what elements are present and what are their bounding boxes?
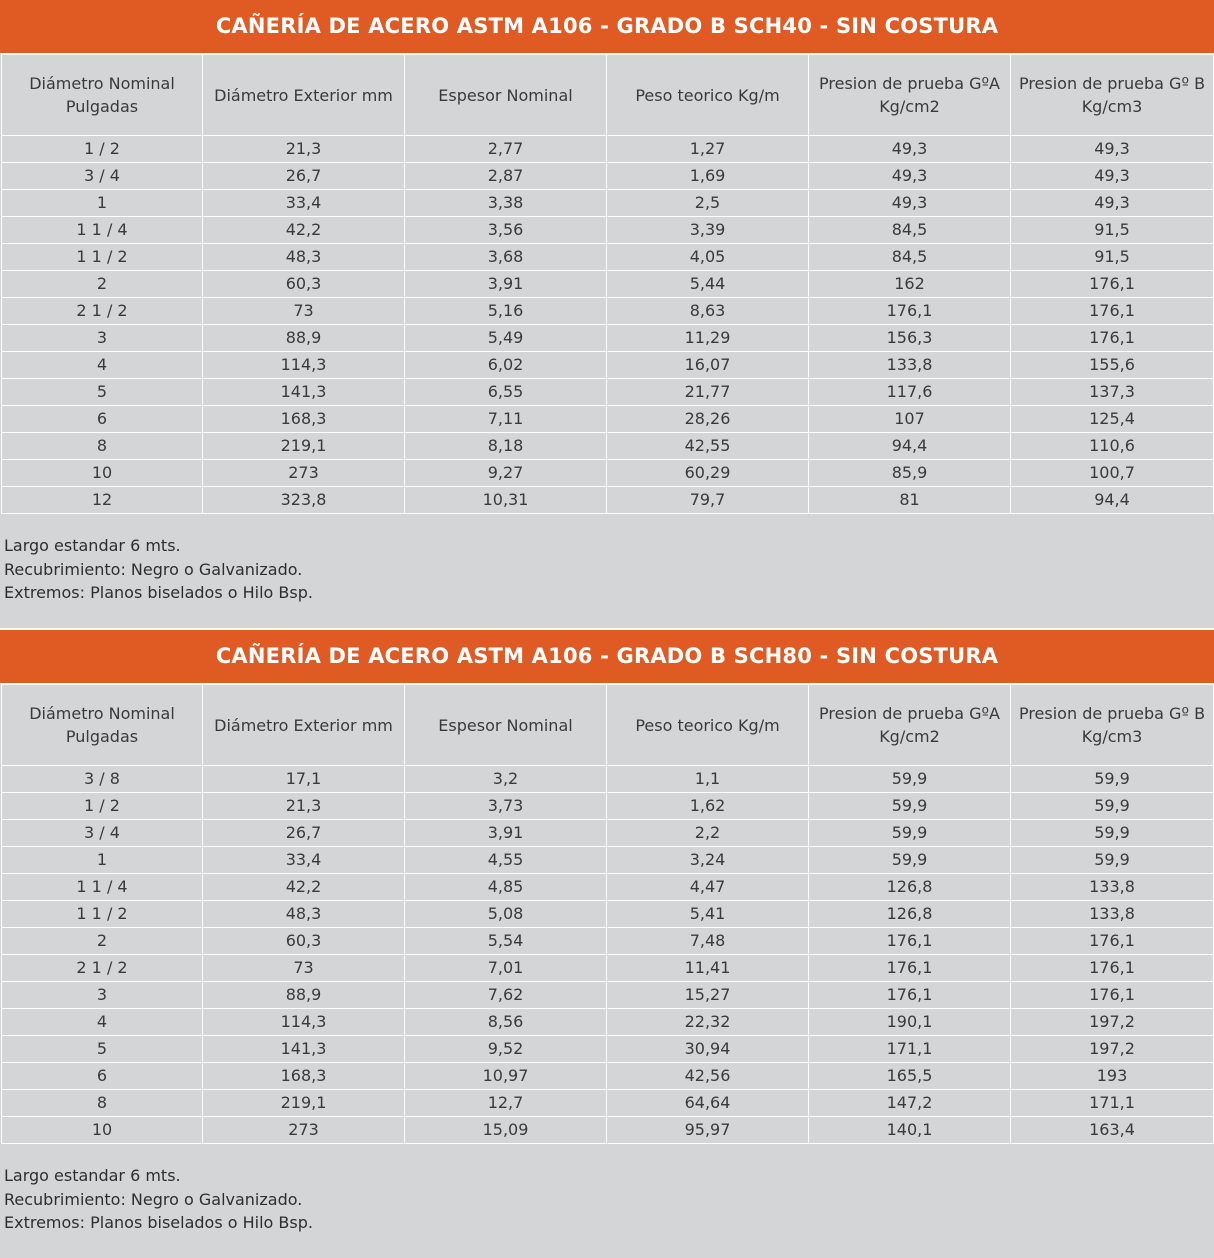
- pressure-a-cell: 59,9: [809, 793, 1011, 820]
- nominal-diameter-cell: 4: [2, 1009, 203, 1036]
- outer-diameter-cell: 114,3: [203, 352, 405, 379]
- note-length: Largo estandar 6 mts.: [4, 536, 181, 555]
- outer-diameter-cell: 42,2: [203, 217, 405, 244]
- thickness-cell: 3,73: [405, 793, 607, 820]
- weight-cell: 5,41: [607, 901, 809, 928]
- note-coating: Recubrimiento: Negro o Galvanizado.: [4, 1189, 303, 1209]
- outer-diameter-cell: 88,9: [203, 325, 405, 352]
- outer-diameter-cell: 114,3: [203, 1009, 405, 1036]
- note-ends: Extremos: Planos biselados o Hilo Bsp.: [4, 1213, 313, 1232]
- table-row: [2, 379, 1214, 406]
- pressure-b-cell: 176,1: [1011, 325, 1214, 352]
- header-outer-diameter: Diámetro Exterior mm: [203, 55, 405, 136]
- nominal-diameter-cell: 3 / 8: [2, 766, 203, 793]
- sch40-table-body: [2, 136, 1214, 514]
- pressure-b-cell: 59,9: [1011, 793, 1214, 820]
- pressure-a-cell: 107: [809, 406, 1011, 433]
- pressure-b-cell: 125,4: [1011, 406, 1214, 433]
- thickness-cell: 5,16: [405, 298, 607, 325]
- nominal-diameter-cell: 12: [2, 487, 203, 514]
- table-row: [2, 460, 1214, 487]
- header-nominal-thickness: Espesor Nominal: [405, 55, 607, 136]
- sch80-table: [1, 684, 1214, 1144]
- pressure-a-cell: 49,3: [809, 163, 1011, 190]
- weight-cell: 1,27: [607, 136, 809, 163]
- pressure-a-cell: 59,9: [809, 766, 1011, 793]
- table-row: [2, 487, 1214, 514]
- pressure-b-cell: 193: [1011, 1063, 1214, 1090]
- thickness-cell: 5,49: [405, 325, 607, 352]
- table-row: [2, 1117, 1214, 1144]
- table-row: [2, 217, 1214, 244]
- table-row: [2, 406, 1214, 433]
- nominal-diameter-cell: 2 1 / 2: [2, 955, 203, 982]
- pressure-b-cell: 176,1: [1011, 928, 1214, 955]
- weight-cell: 42,56: [607, 1063, 809, 1090]
- weight-cell: 2,5: [607, 190, 809, 217]
- weight-cell: 2,2: [607, 820, 809, 847]
- weight-cell: 21,77: [607, 379, 809, 406]
- pressure-a-cell: 59,9: [809, 847, 1011, 874]
- pressure-b-cell: 133,8: [1011, 874, 1214, 901]
- pressure-b-cell: 133,8: [1011, 901, 1214, 928]
- nominal-diameter-cell: 3 / 4: [2, 163, 203, 190]
- table-row: [2, 190, 1214, 217]
- outer-diameter-cell: 33,4: [203, 847, 405, 874]
- thickness-cell: 2,77: [405, 136, 607, 163]
- weight-cell: 3,24: [607, 847, 809, 874]
- pressure-b-cell: 59,9: [1011, 820, 1214, 847]
- weight-cell: 30,94: [607, 1036, 809, 1063]
- nominal-diameter-cell: 1: [2, 190, 203, 217]
- outer-diameter-cell: 42,2: [203, 874, 405, 901]
- outer-diameter-cell: 273: [203, 1117, 405, 1144]
- sch40-notes: [0, 514, 1214, 605]
- thickness-cell: 8,18: [405, 433, 607, 460]
- table-row: [2, 766, 1214, 793]
- thickness-cell: 2,87: [405, 163, 607, 190]
- weight-cell: 1,62: [607, 793, 809, 820]
- note-ends: Extremos: Planos biselados o Hilo Bsp.: [4, 583, 313, 602]
- pressure-a-cell: 49,3: [809, 190, 1011, 217]
- pressure-a-cell: 176,1: [809, 928, 1011, 955]
- weight-cell: 11,41: [607, 955, 809, 982]
- nominal-diameter-cell: 5: [2, 379, 203, 406]
- thickness-cell: 7,01: [405, 955, 607, 982]
- nominal-diameter-cell: 10: [2, 1117, 203, 1144]
- table-row: [2, 1090, 1214, 1117]
- table-row: [2, 847, 1214, 874]
- outer-diameter-cell: 219,1: [203, 433, 405, 460]
- header-test-pressure-b: Presion de prueba Gº B Kg/cm3: [1011, 55, 1214, 136]
- outer-diameter-cell: 48,3: [203, 244, 405, 271]
- weight-cell: 1,1: [607, 766, 809, 793]
- table-row: [2, 136, 1214, 163]
- thickness-cell: 4,85: [405, 874, 607, 901]
- nominal-diameter-cell: 3 / 4: [2, 820, 203, 847]
- pressure-a-cell: 84,5: [809, 217, 1011, 244]
- pressure-a-cell: 190,1: [809, 1009, 1011, 1036]
- sch40-table: [1, 54, 1214, 514]
- outer-diameter-cell: 60,3: [203, 271, 405, 298]
- weight-cell: 42,55: [607, 433, 809, 460]
- header-nominal-thickness: Espesor Nominal: [405, 685, 607, 766]
- weight-cell: 95,97: [607, 1117, 809, 1144]
- nominal-diameter-cell: 6: [2, 1063, 203, 1090]
- nominal-diameter-cell: 1 / 2: [2, 793, 203, 820]
- thickness-cell: 5,08: [405, 901, 607, 928]
- thickness-cell: 10,97: [405, 1063, 607, 1090]
- pressure-a-cell: 140,1: [809, 1117, 1011, 1144]
- pressure-a-cell: 165,5: [809, 1063, 1011, 1090]
- pressure-a-cell: 126,8: [809, 901, 1011, 928]
- table-row: [2, 874, 1214, 901]
- sch80-section: [0, 630, 1214, 1258]
- nominal-diameter-cell: 6: [2, 406, 203, 433]
- header-test-pressure-a: Presion de prueba GºA Kg/cm2: [809, 685, 1011, 766]
- thickness-cell: 9,52: [405, 1036, 607, 1063]
- table-row: [2, 820, 1214, 847]
- sch80-title: CAÑERÍA DE ACERO ASTM A106 - GRADO B SCH80 - SIN COSTURA: [0, 630, 1214, 684]
- outer-diameter-cell: 21,3: [203, 793, 405, 820]
- thickness-cell: 3,91: [405, 820, 607, 847]
- pressure-b-cell: 59,9: [1011, 847, 1214, 874]
- outer-diameter-cell: 26,7: [203, 163, 405, 190]
- thickness-cell: 7,62: [405, 982, 607, 1009]
- pressure-a-cell: 84,5: [809, 244, 1011, 271]
- outer-diameter-cell: 73: [203, 955, 405, 982]
- pressure-a-cell: 126,8: [809, 874, 1011, 901]
- pressure-a-cell: 162: [809, 271, 1011, 298]
- table-row: [2, 433, 1214, 460]
- header-test-pressure-a: Presion de prueba GºA Kg/cm2: [809, 55, 1011, 136]
- thickness-cell: 10,31: [405, 487, 607, 514]
- table-row: [2, 955, 1214, 982]
- table-row: [2, 982, 1214, 1009]
- nominal-diameter-cell: 2 1 / 2: [2, 298, 203, 325]
- pressure-b-cell: 49,3: [1011, 190, 1214, 217]
- thickness-cell: 3,91: [405, 271, 607, 298]
- header-theoretical-weight: Peso teorico Kg/m: [607, 55, 809, 136]
- table-row: [2, 325, 1214, 352]
- pressure-b-cell: 91,5: [1011, 217, 1214, 244]
- sch80-notes: [0, 1144, 1214, 1235]
- header-test-pressure-b: Presion de prueba Gº B Kg/cm3: [1011, 685, 1214, 766]
- pressure-b-cell: 176,1: [1011, 298, 1214, 325]
- header-outer-diameter: Diámetro Exterior mm: [203, 685, 405, 766]
- nominal-diameter-cell: 1 1 / 4: [2, 874, 203, 901]
- weight-cell: 8,63: [607, 298, 809, 325]
- thickness-cell: 4,55: [405, 847, 607, 874]
- outer-diameter-cell: 141,3: [203, 379, 405, 406]
- outer-diameter-cell: 17,1: [203, 766, 405, 793]
- nominal-diameter-cell: 1 1 / 4: [2, 217, 203, 244]
- nominal-diameter-cell: 8: [2, 433, 203, 460]
- table-row: [2, 271, 1214, 298]
- pressure-b-cell: 155,6: [1011, 352, 1214, 379]
- pressure-b-cell: 176,1: [1011, 271, 1214, 298]
- weight-cell: 4,47: [607, 874, 809, 901]
- thickness-cell: 3,2: [405, 766, 607, 793]
- weight-cell: 5,44: [607, 271, 809, 298]
- thickness-cell: 3,56: [405, 217, 607, 244]
- pressure-a-cell: 176,1: [809, 955, 1011, 982]
- outer-diameter-cell: 88,9: [203, 982, 405, 1009]
- pressure-a-cell: 85,9: [809, 460, 1011, 487]
- weight-cell: 11,29: [607, 325, 809, 352]
- pressure-b-cell: 176,1: [1011, 982, 1214, 1009]
- weight-cell: 16,07: [607, 352, 809, 379]
- weight-cell: 3,39: [607, 217, 809, 244]
- outer-diameter-cell: 273: [203, 460, 405, 487]
- thickness-cell: 5,54: [405, 928, 607, 955]
- nominal-diameter-cell: 2: [2, 928, 203, 955]
- outer-diameter-cell: 21,3: [203, 136, 405, 163]
- pressure-b-cell: 59,9: [1011, 766, 1214, 793]
- pressure-b-cell: 137,3: [1011, 379, 1214, 406]
- table-header-row: [2, 55, 1214, 136]
- pressure-a-cell: 171,1: [809, 1036, 1011, 1063]
- thickness-cell: 15,09: [405, 1117, 607, 1144]
- table-row: [2, 1009, 1214, 1036]
- nominal-diameter-cell: 1 1 / 2: [2, 901, 203, 928]
- weight-cell: 28,26: [607, 406, 809, 433]
- sch40-title: CAÑERÍA DE ACERO ASTM A106 - GRADO B SCH40 - SIN COSTURA: [0, 0, 1214, 54]
- pressure-b-cell: 49,3: [1011, 163, 1214, 190]
- pressure-a-cell: 59,9: [809, 820, 1011, 847]
- outer-diameter-cell: 219,1: [203, 1090, 405, 1117]
- weight-cell: 22,32: [607, 1009, 809, 1036]
- pressure-a-cell: 49,3: [809, 136, 1011, 163]
- thickness-cell: 3,38: [405, 190, 607, 217]
- weight-cell: 79,7: [607, 487, 809, 514]
- sch40-section: [0, 0, 1214, 628]
- nominal-diameter-cell: 1: [2, 847, 203, 874]
- pressure-b-cell: 171,1: [1011, 1090, 1214, 1117]
- outer-diameter-cell: 73: [203, 298, 405, 325]
- pressure-a-cell: 176,1: [809, 982, 1011, 1009]
- pressure-a-cell: 81: [809, 487, 1011, 514]
- pressure-b-cell: 100,7: [1011, 460, 1214, 487]
- pressure-a-cell: 176,1: [809, 298, 1011, 325]
- table-row: [2, 928, 1214, 955]
- pressure-a-cell: 156,3: [809, 325, 1011, 352]
- nominal-diameter-cell: 3: [2, 982, 203, 1009]
- pressure-b-cell: 197,2: [1011, 1036, 1214, 1063]
- pressure-b-cell: 197,2: [1011, 1009, 1214, 1036]
- outer-diameter-cell: 323,8: [203, 487, 405, 514]
- table-row: [2, 1063, 1214, 1090]
- pressure-b-cell: 91,5: [1011, 244, 1214, 271]
- pressure-a-cell: 94,4: [809, 433, 1011, 460]
- thickness-cell: 9,27: [405, 460, 607, 487]
- thickness-cell: 8,56: [405, 1009, 607, 1036]
- weight-cell: 60,29: [607, 460, 809, 487]
- thickness-cell: 7,11: [405, 406, 607, 433]
- table-row: [2, 1036, 1214, 1063]
- nominal-diameter-cell: 1 1 / 2: [2, 244, 203, 271]
- header-theoretical-weight: Peso teorico Kg/m: [607, 685, 809, 766]
- weight-cell: 4,05: [607, 244, 809, 271]
- pressure-b-cell: 163,4: [1011, 1117, 1214, 1144]
- nominal-diameter-cell: 10: [2, 460, 203, 487]
- nominal-diameter-cell: 4: [2, 352, 203, 379]
- outer-diameter-cell: 60,3: [203, 928, 405, 955]
- nominal-diameter-cell: 1 / 2: [2, 136, 203, 163]
- sch80-table-body: [2, 766, 1214, 1144]
- table-row: [2, 163, 1214, 190]
- weight-cell: 64,64: [607, 1090, 809, 1117]
- thickness-cell: 6,02: [405, 352, 607, 379]
- table-row: [2, 901, 1214, 928]
- header-nominal-diameter: Diámetro Nominal Pulgadas: [2, 685, 203, 766]
- pressure-a-cell: 133,8: [809, 352, 1011, 379]
- nominal-diameter-cell: 3: [2, 325, 203, 352]
- pressure-a-cell: 147,2: [809, 1090, 1011, 1117]
- nominal-diameter-cell: 2: [2, 271, 203, 298]
- header-nominal-diameter: Diámetro Nominal Pulgadas: [2, 55, 203, 136]
- outer-diameter-cell: 48,3: [203, 901, 405, 928]
- outer-diameter-cell: 26,7: [203, 820, 405, 847]
- thickness-cell: 3,68: [405, 244, 607, 271]
- table-header-row: [2, 685, 1214, 766]
- nominal-diameter-cell: 8: [2, 1090, 203, 1117]
- weight-cell: 15,27: [607, 982, 809, 1009]
- table-row: [2, 298, 1214, 325]
- table-row: [2, 244, 1214, 271]
- outer-diameter-cell: 33,4: [203, 190, 405, 217]
- weight-cell: 7,48: [607, 928, 809, 955]
- thickness-cell: 12,7: [405, 1090, 607, 1117]
- outer-diameter-cell: 168,3: [203, 1063, 405, 1090]
- nominal-diameter-cell: 5: [2, 1036, 203, 1063]
- pressure-b-cell: 110,6: [1011, 433, 1214, 460]
- note-length: Largo estandar 6 mts.: [4, 1166, 181, 1185]
- note-coating: Recubrimiento: Negro o Galvanizado.: [4, 559, 303, 579]
- pressure-b-cell: 94,4: [1011, 487, 1214, 514]
- table-row: [2, 352, 1214, 379]
- thickness-cell: 6,55: [405, 379, 607, 406]
- outer-diameter-cell: 141,3: [203, 1036, 405, 1063]
- table-row: [2, 793, 1214, 820]
- weight-cell: 1,69: [607, 163, 809, 190]
- pressure-b-cell: 49,3: [1011, 136, 1214, 163]
- outer-diameter-cell: 168,3: [203, 406, 405, 433]
- pressure-b-cell: 176,1: [1011, 955, 1214, 982]
- pressure-a-cell: 117,6: [809, 379, 1011, 406]
